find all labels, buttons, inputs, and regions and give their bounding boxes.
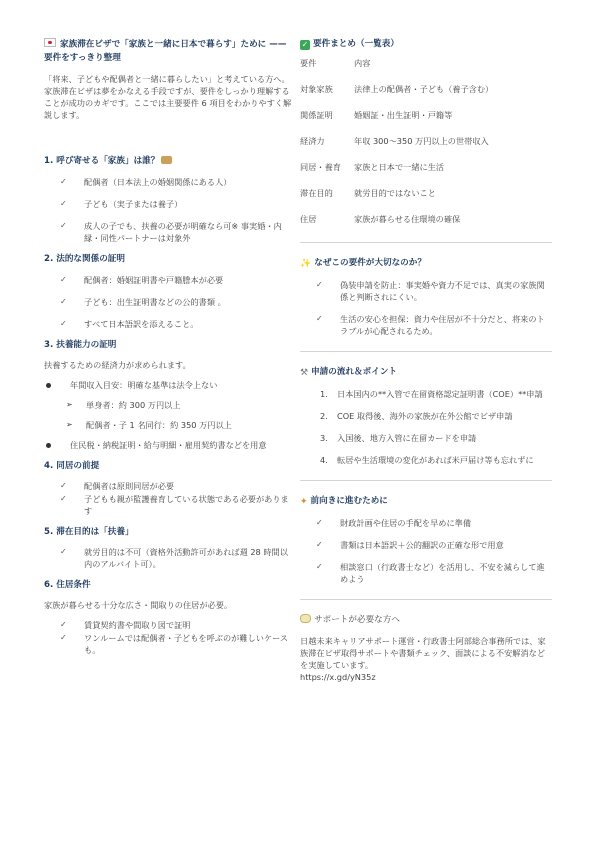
list-item: ✓ 書類は日本語訳＋公的翻訳の正確な形で用意	[316, 540, 504, 550]
section-relationship-heading: 2. 法的な関係の証明	[44, 253, 125, 264]
section-purpose-heading: 5. 滞在目的は「扶養」	[44, 526, 134, 537]
intro-text: 「将来、子どもや配偶者と一緒に暮らしたい」と考えている方へ。 家族滞在ビザは夢をかなえる手段ですが、要件をしっかり理解することが成功のカギです。ここでは主要要件 6 項目をわかりやすく解説します。	[44, 73, 292, 120]
table-row	[300, 136, 493, 162]
housing-list	[44, 619, 294, 656]
check-icon: ✓	[316, 540, 323, 549]
check-icon: ✓	[60, 296, 67, 306]
check-icon: ✓	[60, 318, 67, 328]
check-icon: ✓	[60, 632, 67, 642]
flow-heading: ⚒ 申請の流れ＆ポイント	[300, 367, 398, 378]
table-row	[300, 214, 493, 240]
support-heading: サポートが必要な方へ	[300, 614, 552, 626]
list-item: ✓ 配偶者：婚姻証明書や戸籍謄本が必要	[60, 274, 224, 285]
list-item: ✓ 子ども（実子または養子）	[60, 198, 183, 209]
finance-lead: 扶養するための経済力が求められます。	[44, 359, 191, 370]
arrow-icon: ➢	[66, 419, 73, 429]
divider	[300, 480, 552, 481]
list-item: ✓ 賃貸契約書や間取り図で証明	[60, 619, 191, 630]
table-cell: 同居・養育	[300, 162, 341, 172]
finance-bullets	[44, 379, 294, 391]
section-finance-heading: 3. 扶養能力の証明	[44, 339, 117, 350]
check-icon: ✓	[60, 546, 67, 556]
speech-bubble-icon	[300, 614, 311, 623]
check-icon: ✓	[60, 220, 67, 230]
party-popper-icon: ✦	[300, 497, 308, 507]
bullet-icon	[46, 443, 51, 448]
list-item: ➢ 配偶者・子 1 名同行：約 350 万円以上	[66, 419, 232, 430]
sparkles-icon: ✨	[300, 259, 312, 269]
table-header-cell: 内容	[354, 58, 371, 68]
requirements-table	[300, 58, 493, 240]
forward-list	[300, 517, 552, 585]
check-icon: ✓	[60, 176, 67, 186]
list-item: ✓ 成人の子でも、扶養の必要が明確なら可※ 事実婚・内縁・同性パートナーは対象外	[60, 220, 282, 243]
support-link[interactable]: https://x.gd/yN35z	[300, 672, 376, 682]
table-row	[300, 84, 493, 110]
list-item: ✓ 偽装申請を防止：事実婚や資力不足では、真実の家族関係と判断されにくい。	[316, 280, 545, 302]
list-item: ✓ すべて日本語訳を添えること。	[60, 318, 199, 329]
table-header-cell: 要件	[300, 58, 317, 68]
list-item: 年間収入目安：明確な基準は法令上ない	[44, 379, 294, 391]
table-cell: 対象家族	[300, 84, 333, 94]
divider	[300, 351, 552, 352]
arrow-icon: ➢	[66, 399, 73, 409]
table-cell: 経済力	[300, 136, 325, 146]
list-item: 1. 日本国内の**入管で在留資格認定証明書（COE）**申請	[320, 389, 543, 399]
check-icon: ✓	[60, 493, 67, 503]
section-cohabitation-heading: 4. 同居の前提	[44, 460, 100, 471]
why-list	[300, 279, 552, 337]
japan-flag-icon	[44, 38, 56, 47]
finance-bullets-2	[44, 439, 294, 451]
income-sublist	[44, 399, 294, 431]
table-cell: 住居	[300, 214, 317, 224]
check-icon: ✓	[60, 619, 67, 629]
list-item: ✓ 子どもも親が監護養育している状態である必要があります	[60, 493, 289, 516]
table-cell: 年収 300～350 万円以上の世帯収入	[354, 136, 489, 146]
check-icon: ✓	[60, 480, 67, 490]
cohabitation-list	[44, 480, 294, 517]
list-item: ➢ 単身者：約 300 万円以上	[66, 399, 181, 410]
check-icon: ✓	[60, 274, 67, 284]
tools-icon: ⚒	[300, 368, 309, 378]
table-header-row	[300, 58, 493, 84]
list-item: 4. 転居や生活環境の変化があれば米戸届け等も忘れずに	[320, 455, 534, 465]
check-icon: ✓	[316, 314, 323, 323]
purpose-list	[44, 546, 294, 570]
list-item: ✓ 就労目的は不可（資格外活動許可があれば週 28 時間以内のアルバイト可）。	[60, 546, 288, 569]
section-family-heading: 1. 呼び寄せる「家族」は誰？	[44, 155, 294, 167]
table-cell: 関係証明	[300, 110, 333, 120]
check-icon: ✓	[316, 562, 323, 571]
section-housing-heading: 6. 住居条件	[44, 579, 91, 590]
bullet-icon	[46, 383, 51, 388]
table-row	[300, 162, 493, 188]
list-item: ✓ 生活の安心を担保：資力や住居が不十分だと、将来のトラブルが心配されるため。	[316, 314, 545, 336]
check-icon: ✓	[316, 518, 323, 527]
why-heading: ✨ なぜこの要件が大切なのか？	[300, 258, 426, 269]
check-mark-icon: ✓	[301, 40, 309, 49]
table-row	[300, 110, 493, 136]
check-icon: ✓	[60, 198, 67, 208]
table-row	[300, 188, 493, 214]
divider	[300, 242, 552, 243]
housing-lead: 家族が暮らせる十分な広さ・間取りの住居が必要。	[44, 599, 233, 610]
list-item: 住民税・納税証明・給与明細・雇用契約書などを用意	[44, 439, 294, 451]
family-list	[44, 176, 294, 244]
relationship-list	[44, 274, 294, 330]
list-item: 3. 入国後、地方入管に在留カードを申請	[320, 433, 477, 443]
support-body: 日越未来キャリアサポート運営・行政書士阿部総合事務所では、家族滞在ビザ取得サポートや書類チェック、面談による不安解消などを実施しています。	[300, 636, 546, 670]
list-item: ✓ 配偶者は原則同居が必要	[60, 480, 175, 491]
list-item: ✓ 子ども：出生証明書などの公的書類 。	[60, 296, 226, 307]
table-cell: 家族が暮らせる住環境の確保	[354, 214, 461, 224]
right-column	[300, 38, 552, 683]
forward-heading: ✦ 前向きに進むために	[300, 496, 388, 507]
summary-heading: ✓ 要件まとめ（一覧表）	[301, 39, 399, 49]
list-item: 2. COE 取得後、海外の家族が在外公館でビザ申請	[320, 411, 513, 421]
list-item: ✓ ワンルームでは配偶者・子どもを呼ぶのが難しいケースも。	[60, 632, 289, 655]
list-item: ✓ 配偶者（日本法上の婚姻関係にある人）	[60, 176, 232, 187]
list-item: ✓ 相談窓口（行政書士など）を活用し、不安を減らして進めよう	[316, 562, 545, 584]
list-item: ✓ 財政計画や住居の手配を早めに準備	[316, 518, 472, 528]
divider	[300, 599, 552, 600]
table-cell: 家族と日本で一緒に生活	[354, 162, 445, 172]
page-title: 家族滞在ビザで「家族と一緒に日本で暮らす」ために —— 要件をすっきり整理	[44, 39, 287, 63]
table-cell: 滞在目的	[300, 188, 333, 198]
table-cell: 就労目的ではないこと	[354, 188, 436, 198]
table-cell: 婚姻証・出生証明・戸籍等	[354, 110, 453, 120]
family-emoji-icon	[161, 156, 172, 164]
flow-list	[300, 388, 552, 466]
table-cell: 法律上の配偶者・子ども（養子含む）	[354, 84, 494, 94]
check-icon: ✓	[316, 280, 323, 289]
left-column	[44, 38, 294, 656]
